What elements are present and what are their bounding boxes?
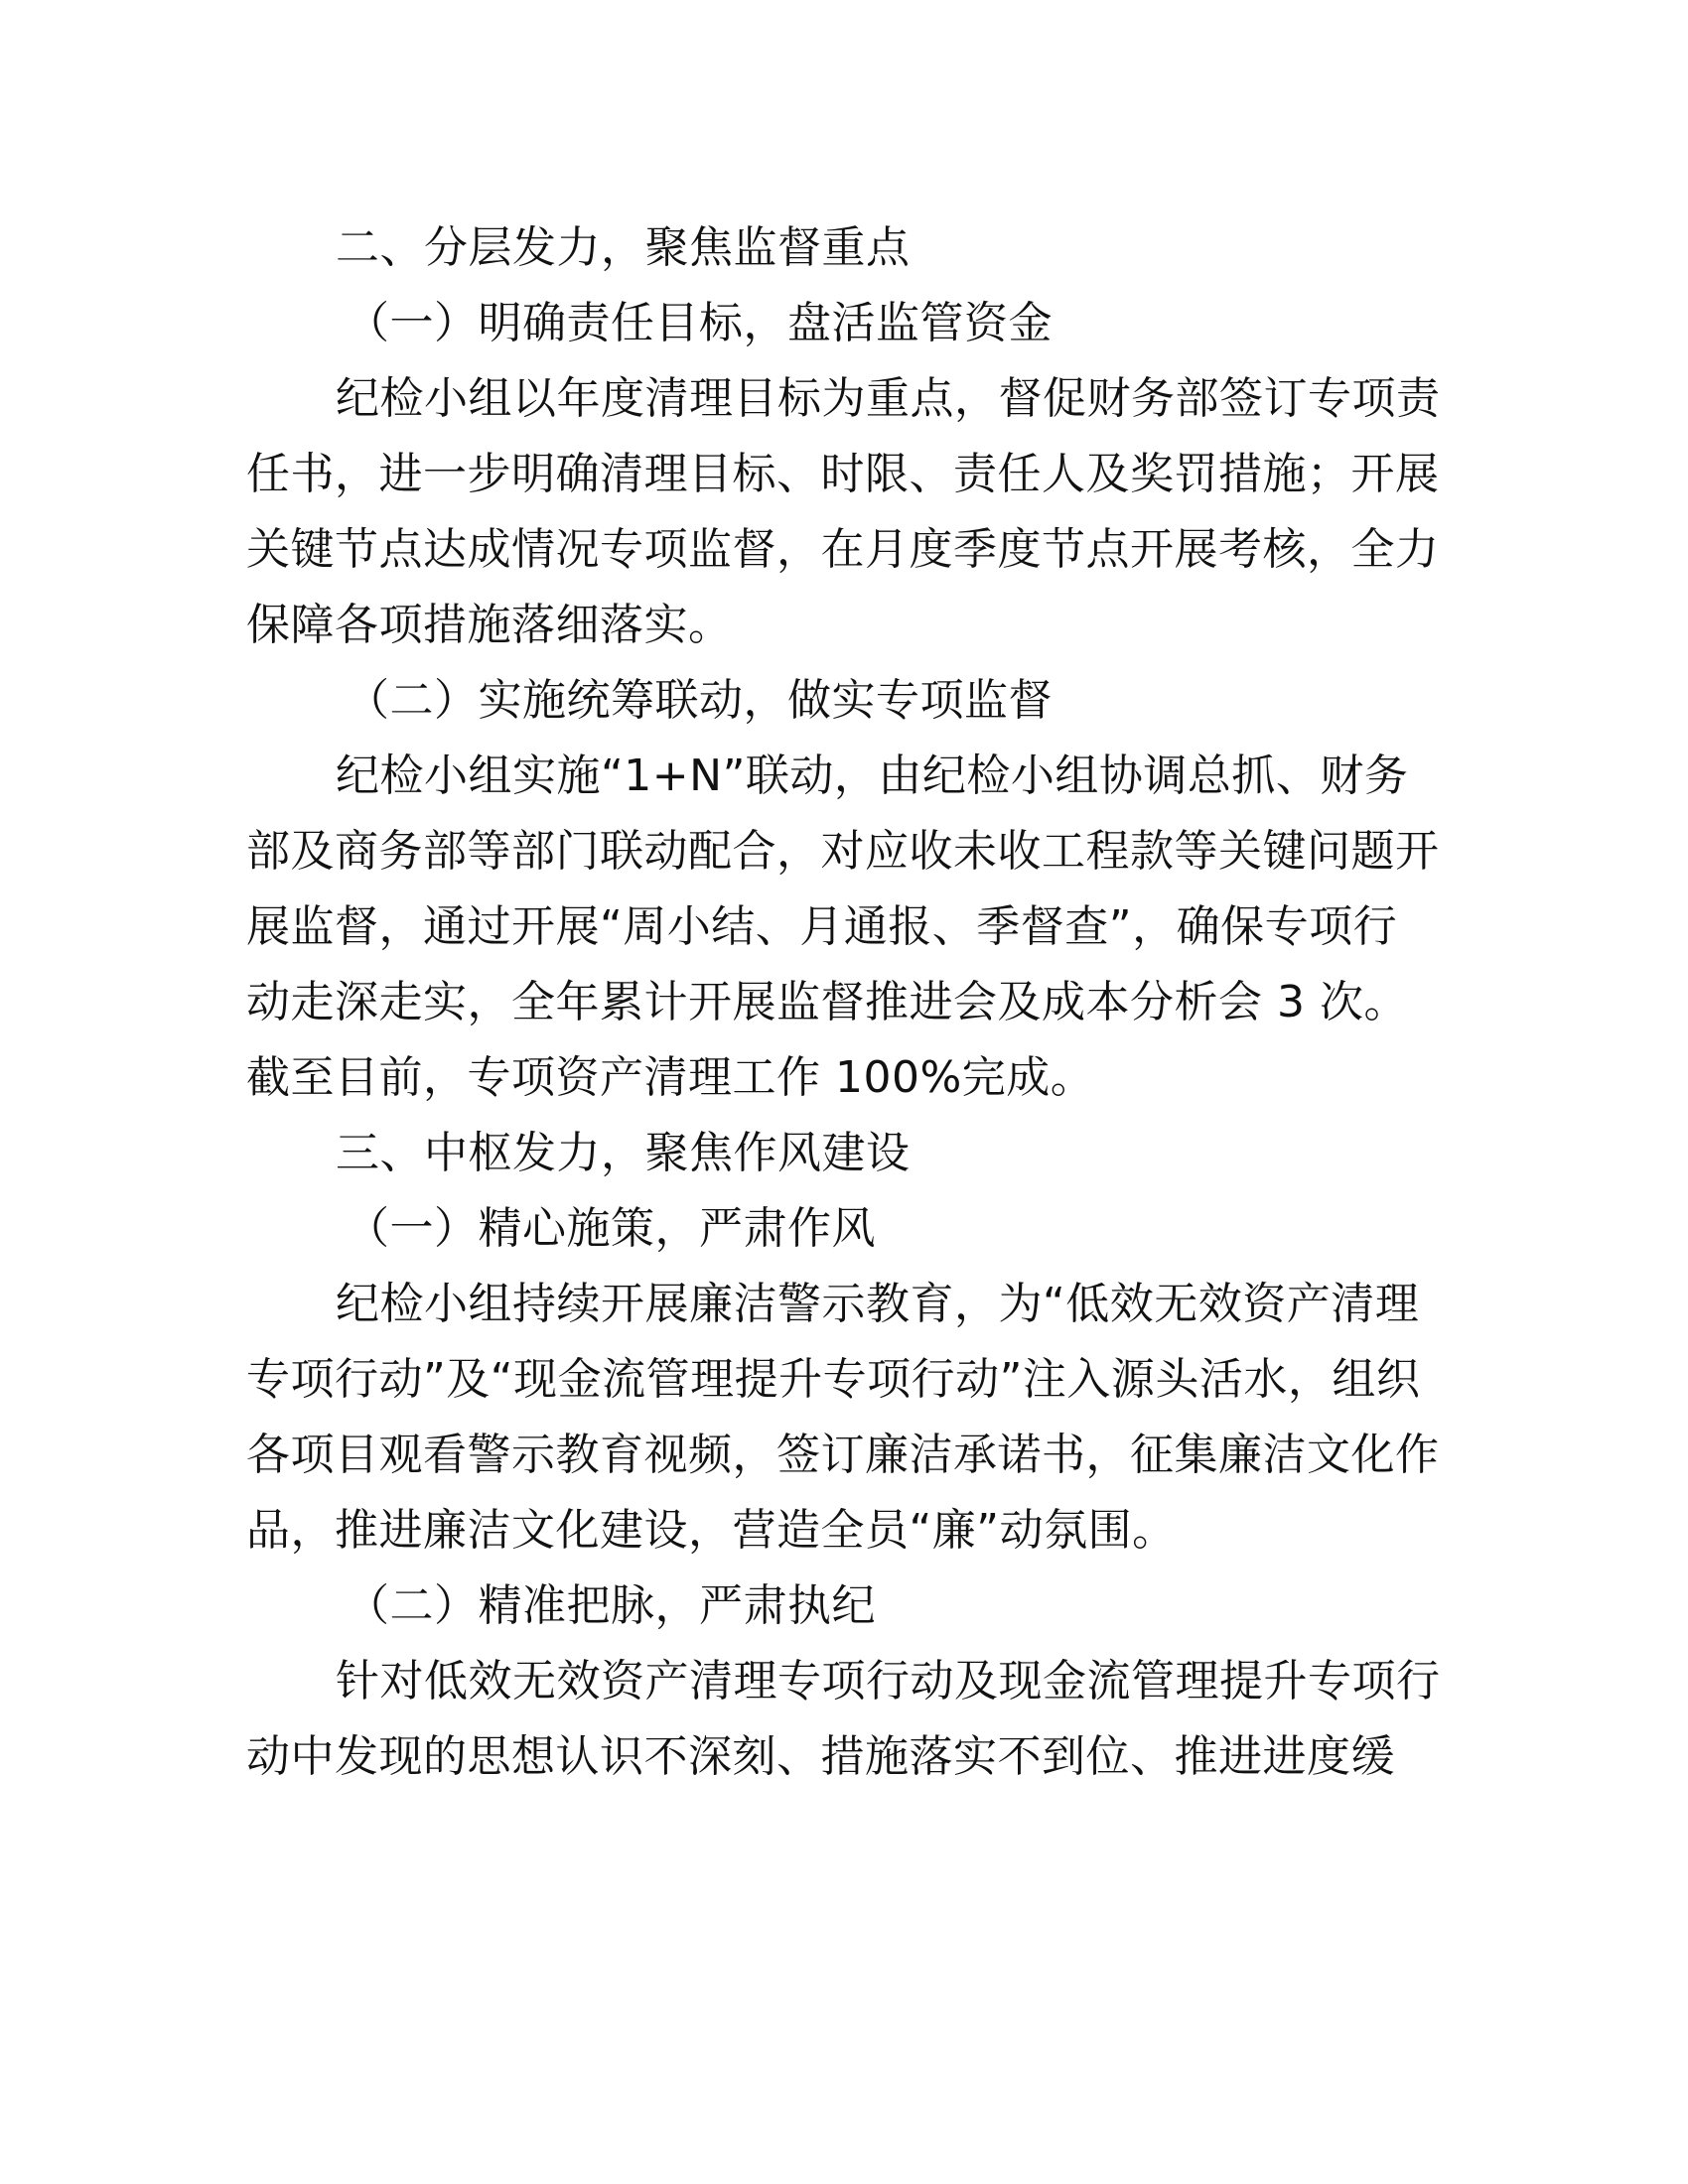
paragraph-line: 针对低效无效资产清理专项行动及现金流管理提升专项行 (336, 1656, 1441, 1706)
paragraph-line: 保障各项措施落细落实。 (246, 600, 733, 650)
document-page (246, 210, 1441, 1795)
paragraph-line: 动中发现的思想认识不深刻、措施落实不到位、推进进度缓 (246, 1731, 1395, 1782)
section-heading: 三、中枢发力，聚焦作风建设 (336, 1128, 911, 1178)
paragraph-line: 纪检小组实施“1+N”联动，由纪检小组协调总抓、财务 (336, 751, 1409, 801)
paragraph-line: 展监督，通过开展“周小结、月通报、季督查”，确保专项行 (246, 901, 1398, 952)
paragraph-line: 关键节点达成情况专项监督，在月度季度节点开展考核，全力 (246, 524, 1440, 575)
paragraph-line: 品，推进廉洁文化建设，营造全员“廉”动氛围。 (246, 1505, 1177, 1556)
paragraph-line: 部及商务部等部门联动配合，对应收未收工程款等关键问题开 (246, 826, 1440, 877)
section-heading: 二、分层发力，聚焦监督重点 (336, 222, 911, 273)
paragraph-line: 纪检小组持续开展廉洁警示教育，为“低效无效资产清理 (336, 1279, 1420, 1329)
subsection-heading: （二）精准把脉，严肃执纪 (346, 1580, 876, 1631)
paragraph-line: 各项目观看警示教育视频，签订廉洁承诺书，征集廉洁文化作 (246, 1430, 1440, 1480)
subsection-heading: （一）精心施策，严肃作风 (346, 1203, 876, 1254)
paragraph-line: 任书，进一步明确清理目标、时限、责任人及奖罚措施；开展 (246, 449, 1440, 499)
paragraph-line: 纪检小组以年度清理目标为重点，督促财务部签订专项责 (336, 373, 1441, 424)
paragraph-line: 专项行动”及“现金流管理提升专项行动”注入源头活水，组织 (246, 1354, 1421, 1405)
subsection-heading: （一）明确责任目标，盘活监管资金 (346, 298, 1053, 348)
paragraph-line: 动走深走实，全年累计开展监督推进会及成本分析会 3 次。 (246, 977, 1408, 1027)
subsection-heading: （二）实施统筹联动，做实专项监督 (346, 675, 1053, 726)
paragraph-line: 截至目前，专项资产清理工作 100%完成。 (246, 1052, 1095, 1103)
